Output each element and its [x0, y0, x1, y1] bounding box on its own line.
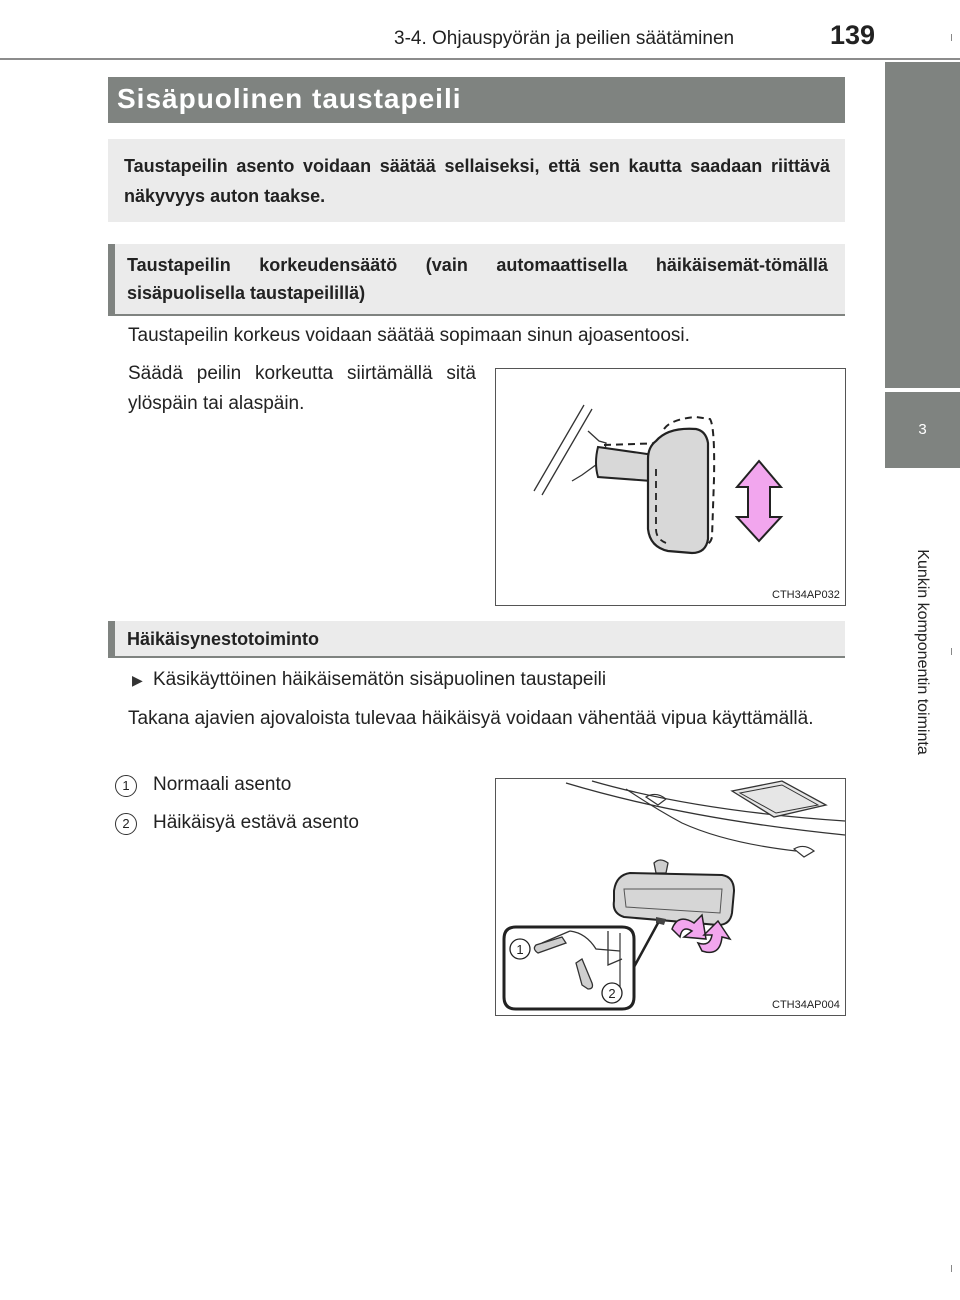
subsection-heading-text: Taustapeilin korkeudensäätö (vain automaattisella häikäisemät-tömällä sisäpuolisella taustapeilillä): [127, 255, 828, 303]
callout-number: 2: [608, 986, 616, 1001]
bullet-text: Käsikäyttöinen häikäisemätön sisäpuolinen taustapeili: [153, 669, 607, 690]
item-number-badge: 2: [115, 813, 137, 835]
section-title: Sisäpuolinen taustapeili: [117, 83, 462, 114]
figure-code: CTH34AP032: [772, 589, 840, 601]
callout-number: 1: [516, 942, 524, 957]
item-label: Häikäisyä estävä asento: [153, 812, 359, 833]
intro-text: Taustapeilin asento voidaan säätää sellaiseksi, että sen kautta saadaan riittävä näkyvyys auton taakse.: [124, 156, 830, 206]
paragraph: Taustapeilin korkeus voidaan säätää sopimaan sinun ajoasentoosi.: [128, 325, 690, 346]
crop-mark: [951, 34, 952, 41]
mirror-antiglare-illustration: [496, 779, 845, 1015]
chapter-number: 3: [885, 392, 960, 468]
figure-mirror-antiglare: [495, 778, 846, 1016]
item-label: Normaali asento: [153, 774, 292, 795]
figure-mirror-height: [495, 368, 846, 606]
bullet-triangle-icon: ▶: [132, 672, 143, 688]
crop-mark: [951, 1265, 952, 1272]
chapter-title-tab: [885, 472, 960, 832]
section-title-band: [108, 77, 845, 123]
mirror-height-illustration: [496, 369, 845, 605]
subsection-heading-height-adjust: [108, 244, 845, 316]
paragraph: Takana ajavien ajovaloista tulevaa häikäisyä voidaan vähentää vipua käyttämällä.: [128, 708, 814, 729]
intro-box: [108, 139, 845, 222]
figure-code: CTH34AP004: [772, 999, 840, 1011]
subsection-heading-glare: [108, 621, 845, 658]
chapter-title: Kunkin komponentin toiminta: [914, 549, 931, 755]
item-number-badge: 1: [115, 775, 137, 797]
subsection-heading-text: Häikäisynestotoiminto: [127, 629, 320, 649]
side-tab-bar: [885, 62, 960, 388]
header-rule: [0, 58, 960, 60]
paragraph: Säädä peilin korkeutta siirtämällä sitä ylöspäin tai alaspäin.: [128, 363, 476, 414]
running-header: 3-4. Ohjauspyörän ja peilien säätäminen: [394, 28, 735, 49]
page-number: 139: [830, 20, 876, 50]
